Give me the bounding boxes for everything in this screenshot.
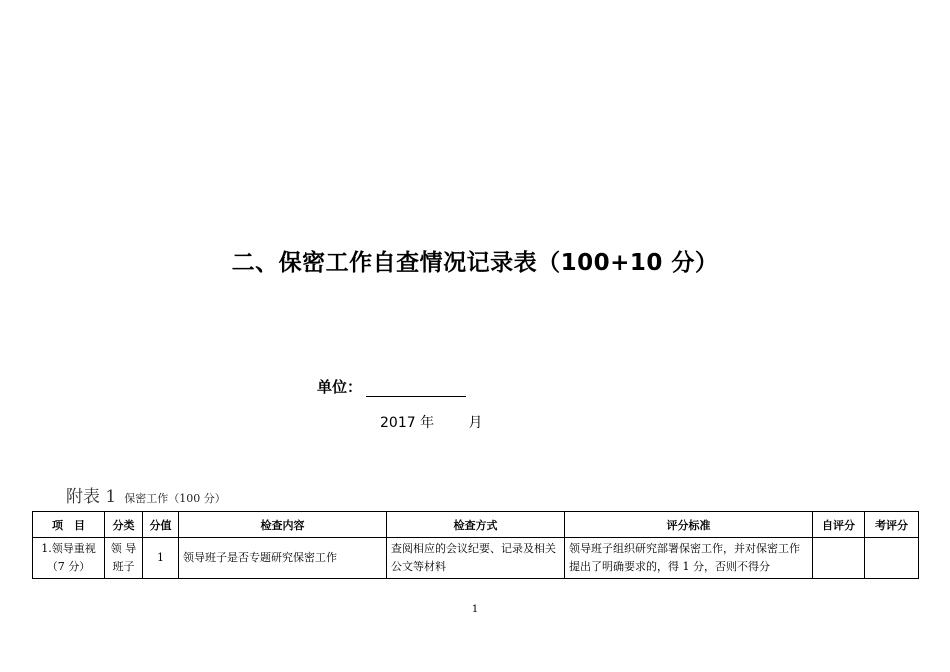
table-header-row xyxy=(33,512,919,538)
header-criteria: 评分标准 xyxy=(565,512,813,538)
cell-score: 1 xyxy=(143,538,179,579)
annex-heading xyxy=(66,482,226,507)
date-month: 月 xyxy=(468,415,483,431)
header-method: 检查方式 xyxy=(387,512,565,538)
cell-content: 领导班子是否专题研究保密工作 xyxy=(179,538,387,579)
page-number: 1 xyxy=(471,604,479,615)
cell-criteria: 领导班子组织研究部署保密工作，并对保密工作提出了明确要求的，得 1 分，否则不得分 xyxy=(565,538,813,579)
annex-subtitle: 保密工作（100 分） xyxy=(124,492,226,505)
unit-label: 单位： xyxy=(317,378,363,396)
cell-category: 领 导班子 xyxy=(105,538,143,579)
date-line xyxy=(380,412,483,432)
header-content: 检查内容 xyxy=(179,512,387,538)
document-title: 二、保密工作自查情况记录表（100+10 分） xyxy=(231,250,719,276)
cell-method: 查阅相应的会议纪要、记录及相关公文等材料 xyxy=(387,538,565,579)
cell-item: 1.领导重视（7 分） xyxy=(33,538,105,579)
unit-blank-line xyxy=(366,378,466,397)
header-category: 分类 xyxy=(105,512,143,538)
header-self-score: 自评分 xyxy=(813,512,865,538)
date-year: 2017 年 xyxy=(380,415,435,431)
header-score: 分值 xyxy=(143,512,179,538)
header-eval-score: 考评分 xyxy=(865,512,919,538)
annex-label: 附表 1 xyxy=(66,487,117,507)
table-row xyxy=(33,538,919,579)
cell-self-score[interactable] xyxy=(813,538,865,579)
header-item: 项 目 xyxy=(33,512,105,538)
unit-field xyxy=(317,376,466,397)
cell-eval-score[interactable] xyxy=(865,538,919,579)
self-check-table xyxy=(32,511,919,579)
